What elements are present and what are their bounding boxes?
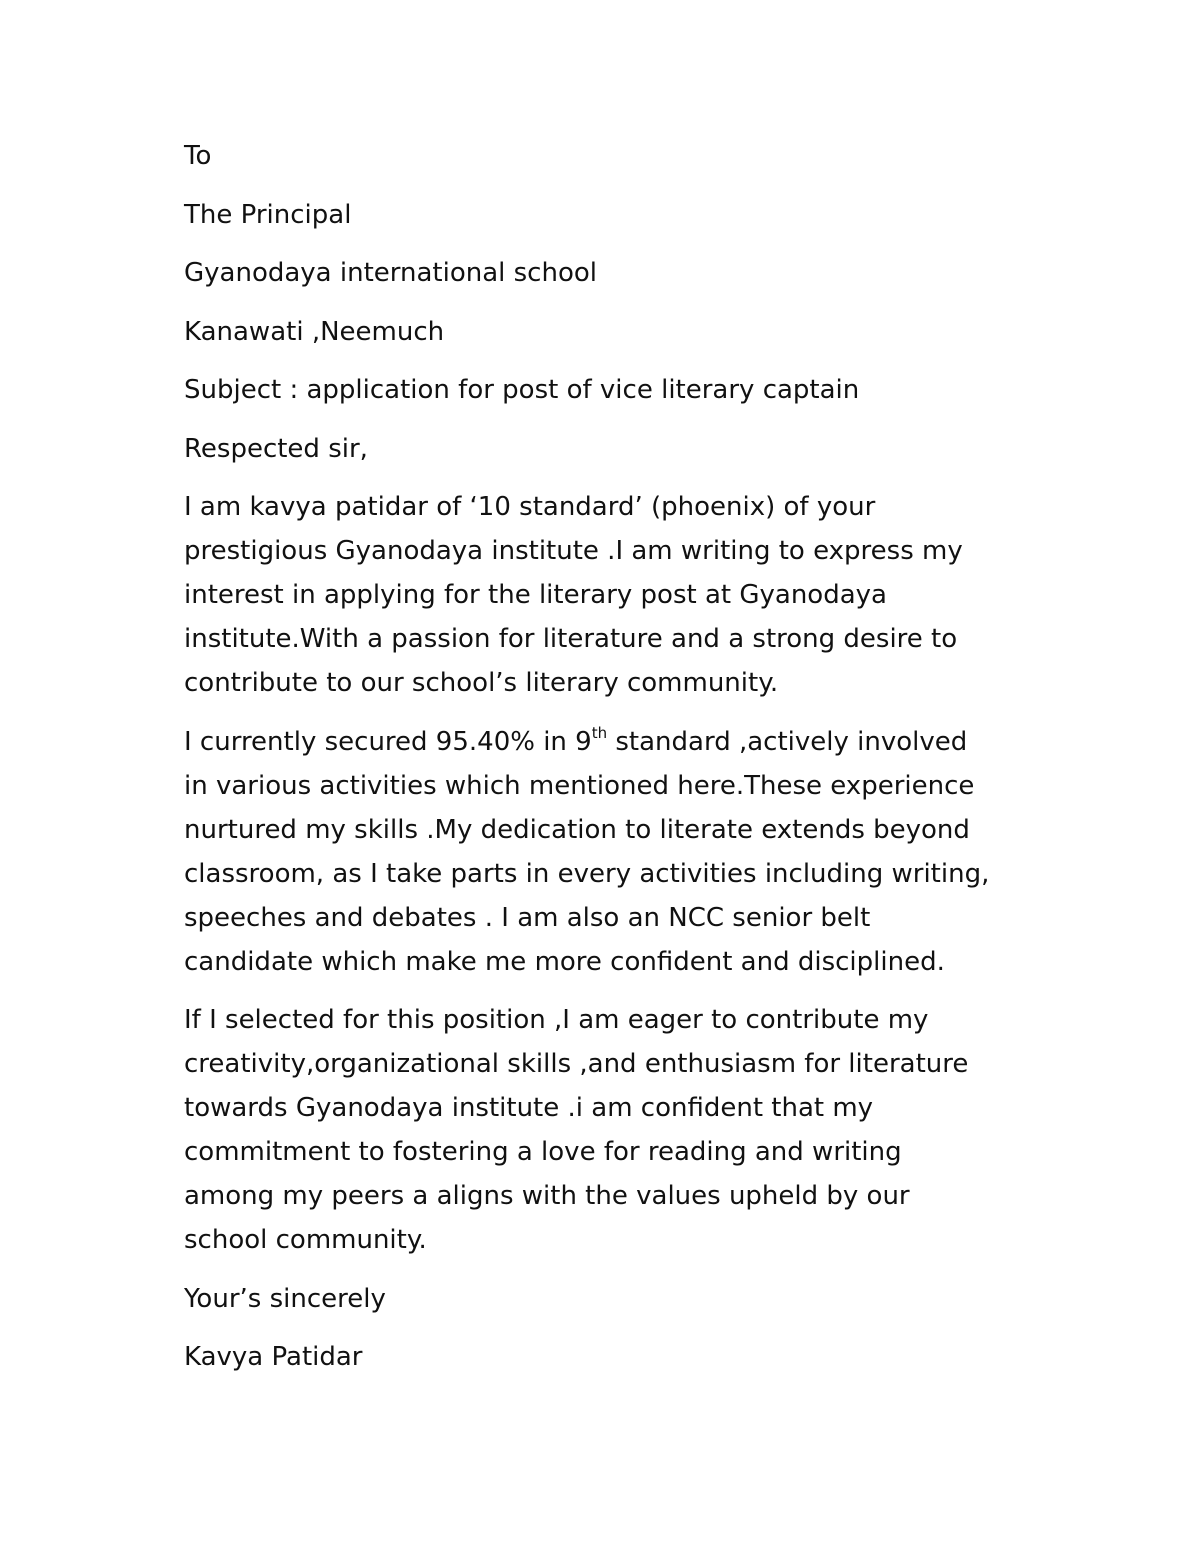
paragraph-line: If I selected for this position ,I am eager to contribute my xyxy=(184,1005,929,1035)
paragraph-line: in various activities which mentioned here.These experience xyxy=(184,770,975,801)
paragraph-line: school community. xyxy=(184,1225,427,1255)
paragraph-line: prestigious Gyanodaya institute .I am writing to express my xyxy=(184,536,963,566)
text-run: I currently secured 95.40% in 9 xyxy=(184,726,592,757)
letter-signature: Kavya Patidar xyxy=(184,1342,363,1372)
text-run: standard ,actively involved xyxy=(607,726,968,757)
paragraph-line: institute.With a passion for literature and a strong desire to xyxy=(184,624,958,654)
paragraph-line: creativity,organizational skills ,and enthusiasm for literature xyxy=(184,1049,969,1079)
paragraph-line: speeches and debates . I am also an NCC senior belt xyxy=(184,902,871,933)
letter-body xyxy=(184,134,1044,1379)
paragraph-line xyxy=(184,720,1044,764)
letter-recipient: The Principal xyxy=(184,199,352,230)
letter-closing: Your’s sincerely xyxy=(184,1283,386,1314)
letter-address: Kanawati ,Neemuch xyxy=(184,316,445,347)
letter-to: To xyxy=(184,141,212,171)
paragraph-line: I am kavya patidar of ‘10 standard’ (phoenix) of your xyxy=(184,492,876,522)
superscript: th xyxy=(591,723,608,742)
paragraph-commitment xyxy=(184,998,1044,1262)
paragraph-line: among my peers a aligns with the values upheld by our xyxy=(184,1181,910,1211)
paragraph-line: nurtured my skills .My dedication to literate extends beyond xyxy=(184,814,970,845)
letter-school: Gyanodaya international school xyxy=(184,258,597,288)
paragraph-line: classroom, as I take parts in every activities including writing, xyxy=(184,858,990,889)
letter-salutation: Respected sir, xyxy=(184,433,368,464)
paragraph-line: commitment to fostering a love for reading and writing xyxy=(184,1137,902,1167)
paragraph-line: candidate which make me more confident and disciplined. xyxy=(184,946,945,977)
paragraph-achievements xyxy=(184,720,1044,984)
paragraph-line: contribute to our school’s literary community. xyxy=(184,668,779,698)
letter-subject: Subject : application for post of vice literary captain xyxy=(184,375,860,405)
paragraph-introduction xyxy=(184,485,1044,705)
paragraph-line: towards Gyanodaya institute .i am confident that my xyxy=(184,1093,874,1123)
paragraph-line: interest in applying for the literary post at Gyanodaya xyxy=(184,580,887,610)
